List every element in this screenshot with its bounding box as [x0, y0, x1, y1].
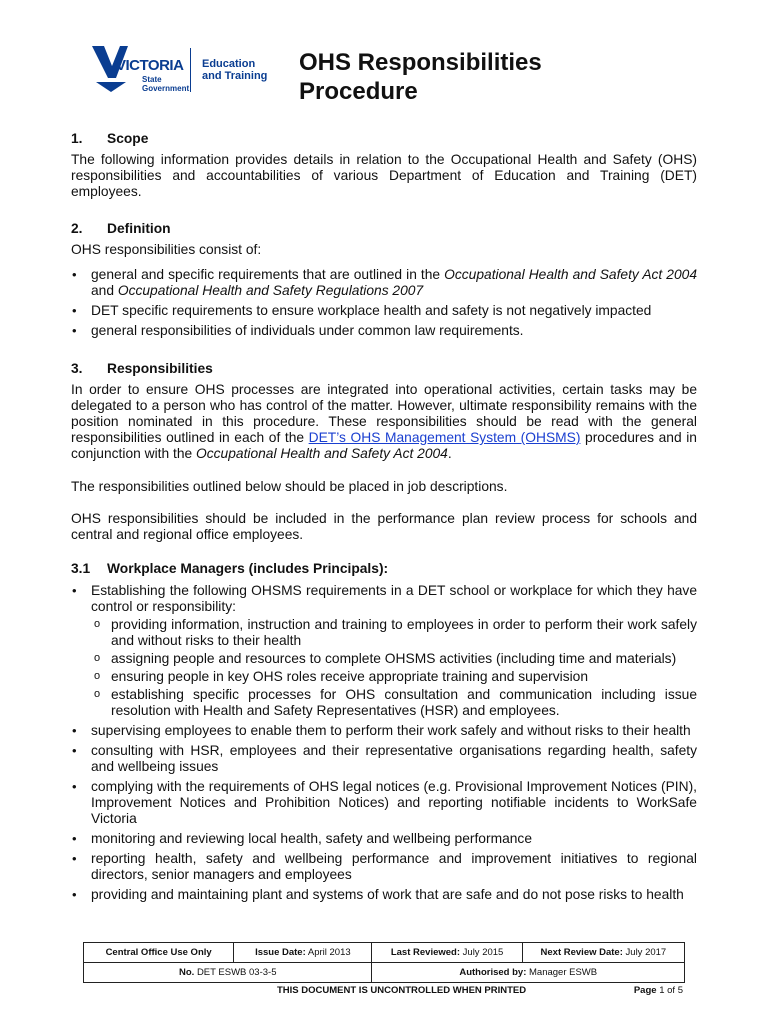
issue-date-cell: Issue Date: April 2013 [234, 943, 372, 963]
sub-list-item: o establishing specific processes for OHS consultation and communication including issue resolution with Health and Safety Representatives (HSR) and employees. [91, 687, 697, 719]
logo-department [202, 58, 267, 82]
logo-government-line1: State [142, 75, 162, 84]
list-item: • consulting with HSR, employees and their representative organisations regarding health, safety and wellbeing issues [71, 743, 697, 775]
central-office-cell: Central Office Use Only [84, 943, 234, 963]
logo-government-line2: Government [142, 84, 190, 93]
uncontrolled-notice: THIS DOCUMENT IS UNCONTROLLED WHEN PRINTED [277, 985, 527, 996]
workplace-managers-list [71, 583, 697, 903]
last-reviewed-cell: Last Reviewed: July 2015 [372, 943, 522, 963]
document-control-table [83, 942, 685, 983]
scope-paragraph: The following information provides details in relation to the Occupational Health and Safety (OHS) responsibilities and accountabilities of various Department of Education and Training (DET) employees. [71, 152, 697, 199]
subsection-heading-workplace-managers: 3.1 Workplace Managers (includes Principals): [71, 561, 389, 576]
logo-state-name: VICTORIA [116, 57, 184, 74]
section-heading-responsibilities: 3. Responsibilities [71, 361, 213, 376]
title-line1: OHS Responsibilities [299, 49, 542, 76]
list-item: • DET specific requirements to ensure workplace health and safety is not negatively impacted [71, 303, 697, 319]
document-title [299, 48, 542, 106]
victoria-government-logo [90, 44, 190, 96]
logo-dept-line2: and Training [202, 70, 268, 82]
page-footer [83, 985, 685, 999]
list-item: • general and specific requirements that are outlined in the Occupational Health and Safety Act 2004 and Occupational Health and Safety Regulations 2007 [71, 267, 697, 299]
logo-divider [190, 48, 191, 92]
section-heading-definition: 2. Definition [71, 221, 171, 236]
next-review-cell: Next Review Date: July 2017 [522, 943, 684, 963]
sub-list-item: o assigning people and resources to complete OHSMS activities (including time and materials) [91, 651, 697, 667]
list-item: • supervising employees to enable them to perform their work safely and without risks to their health [71, 723, 697, 739]
document-header [90, 44, 728, 114]
list-item: • monitoring and reviewing local health, safety and wellbeing performance [71, 831, 697, 847]
list-item: • providing and maintaining plant and systems of work that are safe and do not pose risks to health [71, 887, 697, 903]
ohsms-link[interactable]: DET’s OHS Management System (OHSMS) [308, 430, 581, 445]
list-item: • complying with the requirements of OHS legal notices (e.g. Provisional Improvement Notices (PIN), Improvement Notices and Prohibition Notices) and reporting notifiable incidents to WorkSafe Victoria [71, 779, 697, 827]
page-number: Page 1 of 5 [633, 985, 683, 996]
responsibilities-paragraph-1: In order to ensure OHS processes are integrated into operational activities, certain tasks may be delegated to a person who has control of the matter. However, ultimate responsibility remains with the position nominated in this procedure. These responsibilities should be read with the general responsibilities outlined in each of the DET’s OHS Management System (OHSMS) procedures and in conjunction with the Occupational Health and Safety Act 2004. [71, 382, 697, 461]
list-item: • general responsibilities of individuals under common law requirements. [71, 323, 697, 339]
title-line2: Procedure [299, 78, 418, 105]
responsibilities-paragraph-2: The responsibilities outlined below should be placed in job descriptions. [71, 479, 508, 494]
definition-list [71, 267, 697, 339]
responsibilities-paragraph-3: OHS responsibilities should be included in the performance plan review process for schools and central and regional office employees. [71, 511, 697, 542]
sub-list-item: o providing information, instruction and training to employees in order to perform their work safely and without risks to their health [91, 617, 697, 649]
list-item: • reporting health, safety and wellbeing performance and improvement initiatives to regional directors, senior managers and employees [71, 851, 697, 883]
document-number-cell: No. DET ESWB 03-3-5 [84, 963, 372, 983]
logo-dept-line1: Education [202, 58, 256, 70]
sub-list-item: o ensuring people in key OHS roles receive appropriate training and supervision [91, 669, 697, 685]
section-heading-scope: 1. Scope [71, 131, 149, 146]
definition-intro: OHS responsibilities consist of: [71, 242, 262, 257]
document-body [71, 131, 697, 903]
ohsms-requirements-sublist [91, 617, 697, 719]
authorised-by-cell: Authorised by: Manager ESWB [372, 963, 685, 983]
list-item: • Establishing the following OHSMS requirements in a DET school or workplace for which they have control or responsibility: o providing information, instruction and training to employees in order to perform their work safely and without risks to their health o assigning people and resources to complete OHSMS activities (including time and materials) o ensuring people in key OHS roles receive appropriate training and supervision o establishing specific processes for OHS consultation and communication including issue resolution with Health and Safety Representatives (HSR) and employees. [71, 583, 697, 719]
